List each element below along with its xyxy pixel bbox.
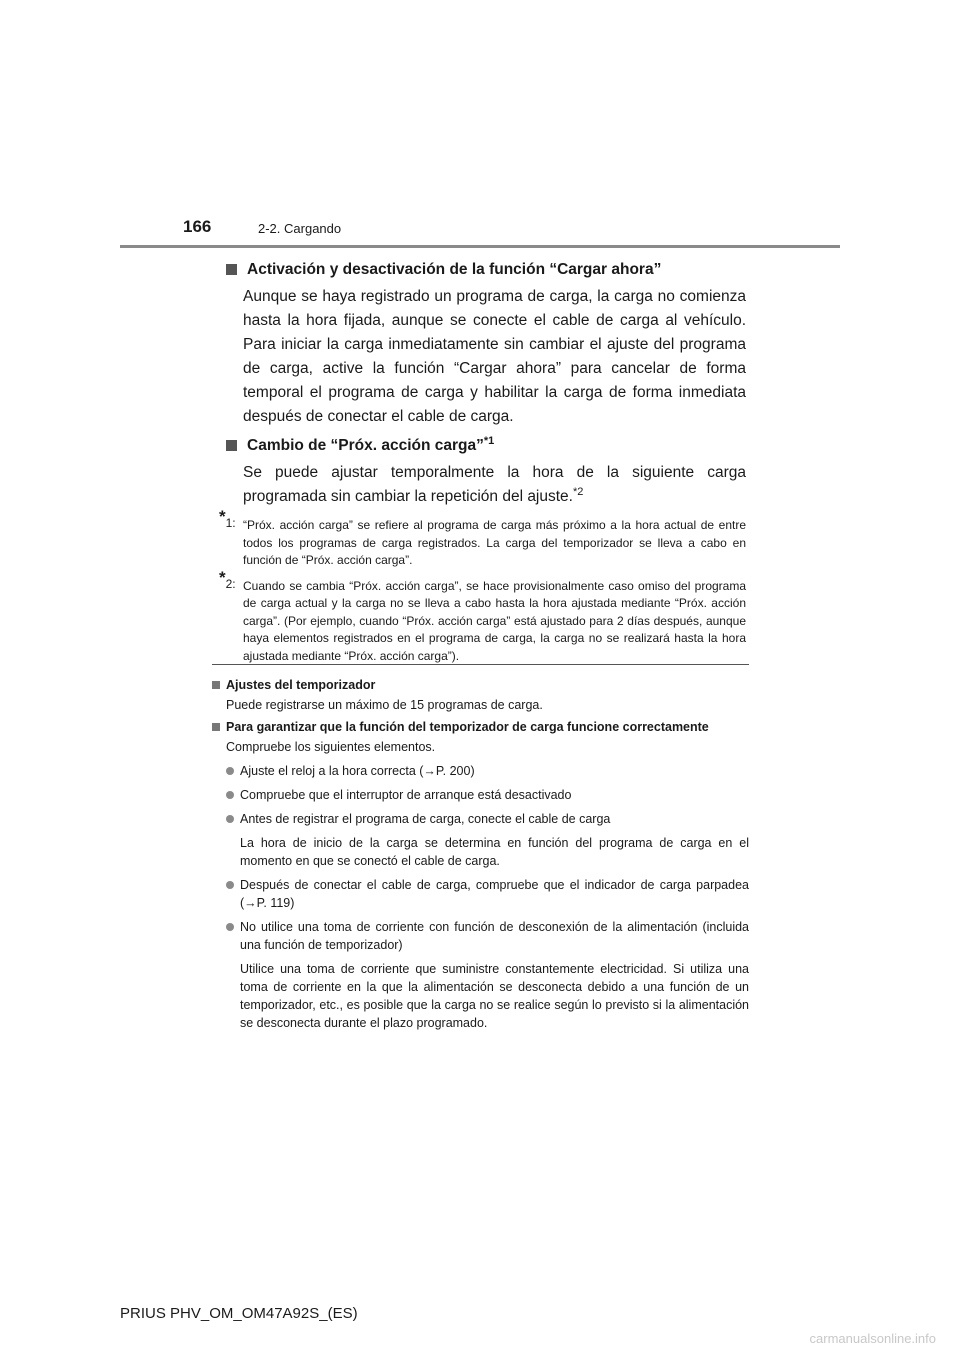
- note-heading-garantizar: [212, 718, 749, 736]
- footnote-star: *: [219, 567, 226, 587]
- list-item: [226, 786, 749, 804]
- note-text: Compruebe los siguientes elementos.: [226, 740, 436, 754]
- list-item-detail: Utilice una toma de corriente que suministre constantemente electricidad. Si utiliza una toma de corriente en la que la alimentación se desconecta debido a una función de un temporizador, etc., es posible que la carga no se realice según lo previsto si la alimentación se desconecta durante el plazo programado.: [240, 962, 749, 1030]
- list-item-text: Antes de registrar el programa de carga, conecte el cable de carga: [240, 812, 611, 826]
- square-bullet-icon: [212, 681, 220, 689]
- list-item: [226, 762, 749, 780]
- header-rule: [120, 245, 840, 248]
- list-item-text: No utilice una toma de corriente con función de desconexión de la alimentación (incluida una función de temporizador): [240, 920, 749, 952]
- footnote-number: 2:: [225, 576, 236, 591]
- heading-text: Activación y desactivación de la función “Cargar ahora”: [247, 261, 662, 278]
- bullet-dot-icon: [226, 881, 234, 889]
- footnote-ref: *1: [483, 434, 495, 447]
- section-label: 2-2. Cargando: [258, 221, 342, 236]
- watermark[interactable]: carmanualsonline.info: [809, 1331, 936, 1346]
- heading-cargar-ahora: [216, 259, 746, 281]
- list-item-text: Ajuste el reloj a la hora correcta (→P. 200): [240, 764, 475, 778]
- list-item: [226, 918, 749, 954]
- bullet-dot-icon: [226, 923, 234, 931]
- note-heading-text: Ajustes del temporizador: [226, 678, 376, 692]
- footnote-1: [216, 507, 746, 570]
- notes-divider: [212, 664, 749, 665]
- bullet-dot-icon: [226, 815, 234, 823]
- paragraph-prox-accion: [243, 461, 746, 509]
- list-item-text: Compruebe que el interruptor de arranque está desactivado: [240, 788, 572, 802]
- list-item: [226, 810, 749, 828]
- footnote-number: 1:: [225, 516, 236, 530]
- notes-section: [212, 672, 749, 1032]
- list-item-detail: La hora de inicio de la carga se determina en función del programa de carga en el momento en que se conectó el cable de carga.: [240, 836, 749, 868]
- bullet-dot-icon: [226, 791, 234, 799]
- note-text: Puede registrarse un máximo de 15 programas de carga.: [226, 698, 543, 712]
- footnote-mark: [219, 567, 236, 594]
- footnote-mark: [219, 507, 236, 533]
- note-heading-temporizador: [212, 676, 749, 694]
- footnote-2: [216, 567, 746, 666]
- square-bullet-icon: [226, 440, 237, 451]
- note-heading-text: Para garantizar que la función del temporizador de carga funcione correctamente: [226, 720, 709, 734]
- heading-label: Cambio de “Próx. acción carga”: [247, 437, 484, 454]
- heading-prox-accion: [216, 435, 746, 457]
- paragraph-text: Se puede ajustar temporalmente la hora de la siguiente carga programada sin cambiar la repetición del ajuste.: [243, 464, 746, 505]
- heading-text: [247, 435, 494, 457]
- list-item: [226, 876, 749, 912]
- bullet-dot-icon: [226, 767, 234, 775]
- square-bullet-icon: [226, 264, 237, 275]
- list-item-text: Después de conectar el cable de carga, compruebe que el indicador de carga parpadea (→P. 119): [240, 878, 749, 910]
- footnote-text: Cuando se cambia “Próx. acción carga”, se hace provisionalmente caso omiso del programa de carga actual y la carga no se lleva a cabo hasta la hora ajustada mediante “Próx. acción carga”. (Por ejemplo, cuando “Próx. acción carga” está ajustado para 2 días después, aunque haya elementos registrados en el programa de carga, la carga no se realizará hasta la hora ajustada mediante “Próx. acción carga”).: [243, 578, 746, 663]
- page-number: 166: [183, 217, 212, 236]
- square-bullet-icon: [212, 723, 220, 731]
- document-id: PRIUS PHV_OM_OM47A92S_(ES): [120, 1305, 358, 1322]
- paragraph-cargar-ahora: Aunque se haya registrado un programa de carga, la carga no comienza hasta la hora fijada, aunque se conecte el cable de carga al vehículo. Para iniciar la carga inmediatamente sin cambiar el ajuste del programa de carga, active la función “Cargar ahora” para cancelar de forma temporal el programa de carga y habilitar la carga de forma inmediata después de conectar el cable de carga.: [243, 288, 746, 425]
- footnote-star: *: [219, 507, 226, 526]
- main-content: [216, 254, 746, 665]
- footnote-ref: *2: [572, 485, 584, 498]
- footnote-text: “Próx. acción carga” se refiere al programa de carga más próximo a la hora actual de entre todos los programas de carga registrados. La carga del temporizador se lleva a cabo en función de “Próx. acción carga”.: [243, 518, 746, 567]
